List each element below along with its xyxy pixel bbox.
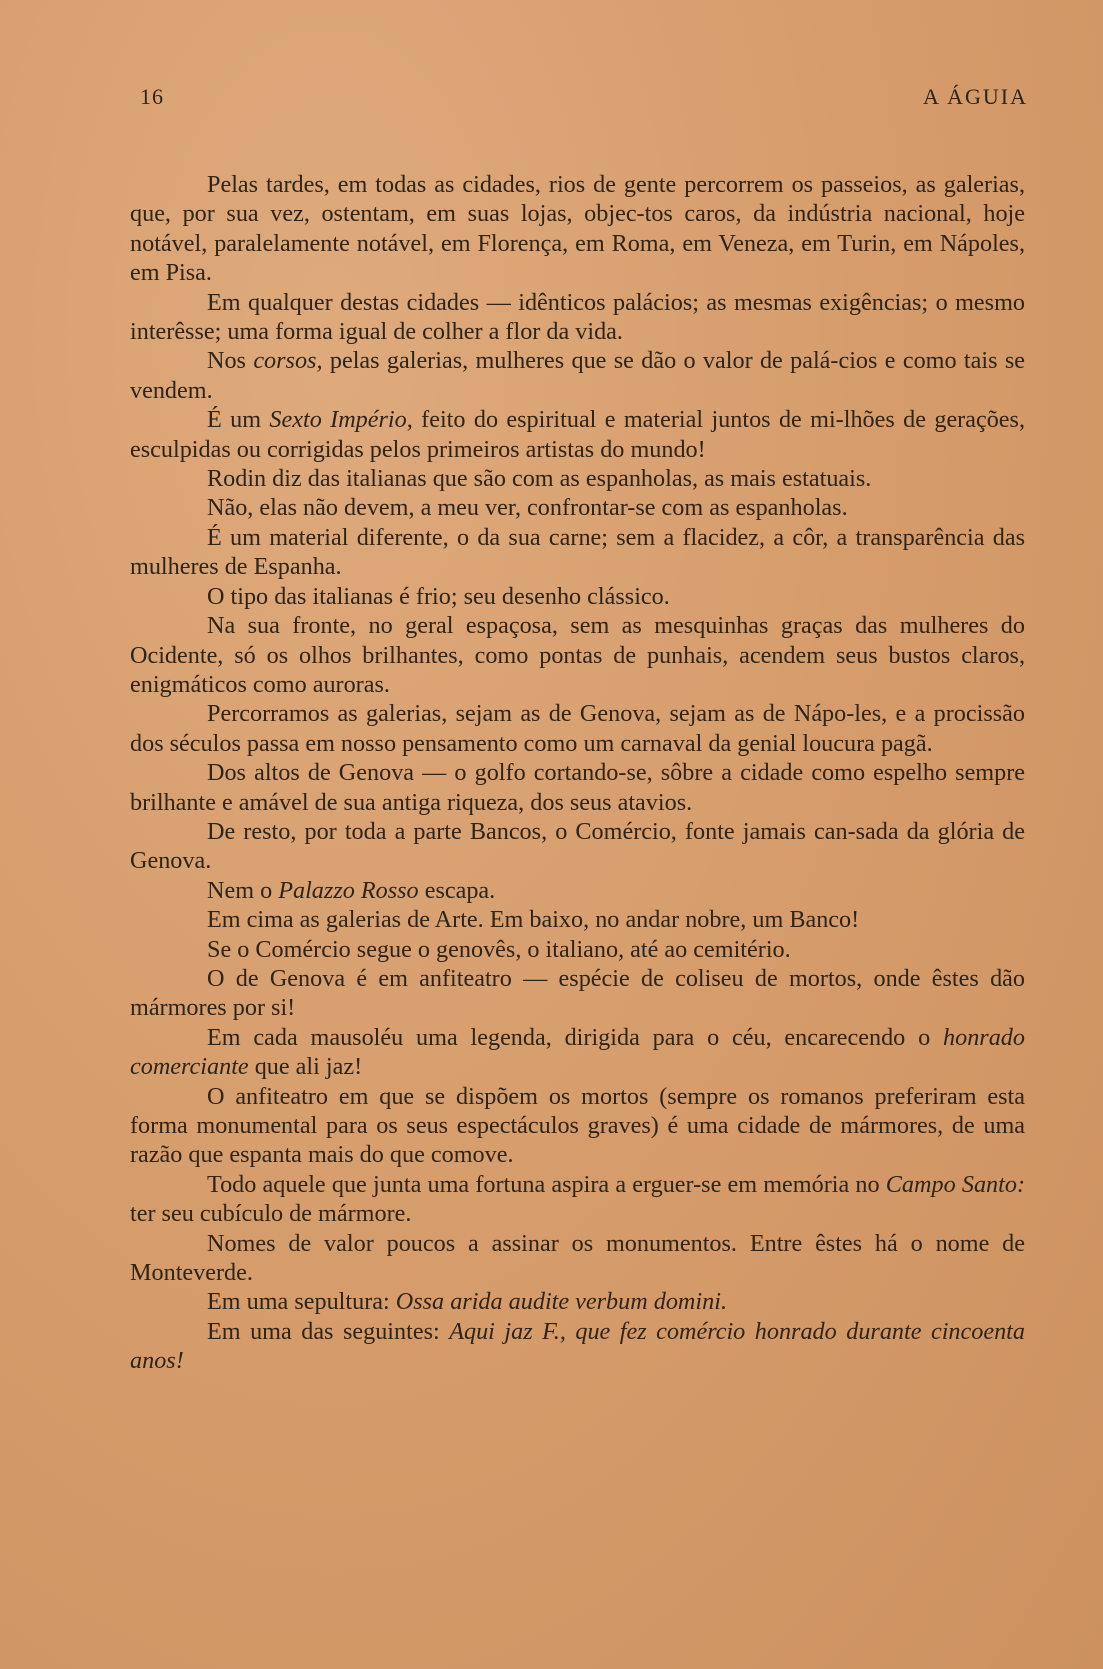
article-body bbox=[130, 170, 1025, 1376]
paragraph: Pelas tardes, em todas as cidades, rios de gente percorrem os passeios, as galerias, que, por sua vez, ostentam, em suas lojas, objec-tos caros, da indústria nacional, hoje notável, paralelamente notável, em Florença, em Roma, em Veneza, em Turin, em Nápoles, em Pisa. bbox=[130, 171, 1025, 287]
italic-term: honrado comerciante bbox=[130, 1023, 1025, 1081]
paragraph: É um material diferente, o da sua carne; sem a flacidez, a côr, a transparência das mulheres de Espanha. bbox=[130, 523, 1025, 581]
paragraph: Nem o Palazzo Rosso escapa. bbox=[207, 876, 496, 904]
paragraph: De resto, por toda a parte Bancos, o Comércio, fonte jamais can-sada da glória de Genova. bbox=[130, 817, 1025, 875]
paragraph: Nomes de valor poucos a assinar os monumentos. Entre êstes há o nome de Monteverde. bbox=[130, 1229, 1025, 1287]
paragraph: Dos altos de Genova — o golfo cortando-se, sôbre a cidade como espelho sempre brilhante e amável de sua antiga riqueza, dos seus atavios. bbox=[130, 759, 1025, 816]
paragraph: Percorramos as galerias, sejam as de Genova, sejam as de Nápo-les, e a procissão dos séculos passa em nosso pensamento como um carnaval da genial loucura pagã. bbox=[130, 700, 1025, 757]
paragraph: Em cima as galerias de Arte. Em baixo, no andar nobre, um Banco! bbox=[207, 906, 860, 934]
paragraph: Em cada mausoléu uma legenda, dirigida para o céu, encarecendo o honrado comerciante que ali jaz! bbox=[130, 1023, 1025, 1081]
paragraph: Em uma sepultura: Ossa arida audite verbum domini. bbox=[207, 1288, 727, 1316]
paragraph: É um Sexto Império, feito do espiritual e material juntos de mi-lhões de gerações, esculpidas ou corrigidas pelos primeiros artistas do mundo! bbox=[130, 406, 1025, 463]
italic-quote: Ossa arida audite verbum domini. bbox=[395, 1288, 727, 1316]
paragraph: Na sua fronte, no geral espaçosa, sem as mesquinhas graças das mulheres do Ocidente, só os olhos brilhantes, como pontas de punhais, acendem seus bustos claros, enigmáticos como auroras. bbox=[130, 612, 1025, 698]
page-number: 16 bbox=[140, 84, 164, 109]
page-header bbox=[140, 84, 1028, 114]
paragraph: Em qualquer destas cidades — idênticos palácios; as mesmas exigências; o mesmo interêsse; uma forma igual de colher a flor da vida. bbox=[130, 288, 1025, 346]
paragraph: O de Genova é em anfiteatro — espécie de coliseu de mortos, onde êstes dão mármores por si! bbox=[130, 964, 1025, 1022]
paragraph: Rodin diz das italianas que são com as espanholas, as mais estatuais. bbox=[207, 465, 872, 493]
paragraph: O anfiteatro em que se dispõem os mortos (sempre os romanos preferiram esta forma monumental para os seus espectáculos graves) é uma cidade de mármores, de uma razão que espanta mais do que comove. bbox=[130, 1082, 1025, 1169]
running-title: A ÁGUIA bbox=[922, 84, 1028, 109]
italic-term: Campo Santo: bbox=[885, 1170, 1026, 1198]
italic-term: Palazzo Rosso bbox=[278, 876, 419, 904]
paragraph: Em uma das seguintes: Aqui jaz F., que fez comércio honrado durante cincoenta anos! bbox=[130, 1317, 1025, 1375]
paragraph: Se o Comércio segue o genovês, o italiano, até ao cemitério. bbox=[207, 935, 791, 963]
paragraph: O tipo das italianas é frio; seu desenho clássico. bbox=[207, 582, 670, 610]
paragraph: Não, elas não devem, a meu ver, confrontar-se com as espanholas. bbox=[207, 494, 848, 522]
paragraph: Todo aquele que junta uma fortuna aspira a erguer-se em memória no Campo Santo: ter seu cubículo de mármore. bbox=[130, 1170, 1026, 1228]
italic-quote: Aqui jaz F., que fez comércio honrado durante cincoenta anos! bbox=[130, 1317, 1025, 1375]
paragraph: Nos corsos, pelas galerias, mulheres que se dão o valor de palá-cios e como tais se vendem. bbox=[130, 347, 1025, 404]
italic-term: corsos, bbox=[253, 347, 323, 375]
italic-term: Sexto Império, bbox=[269, 406, 413, 434]
